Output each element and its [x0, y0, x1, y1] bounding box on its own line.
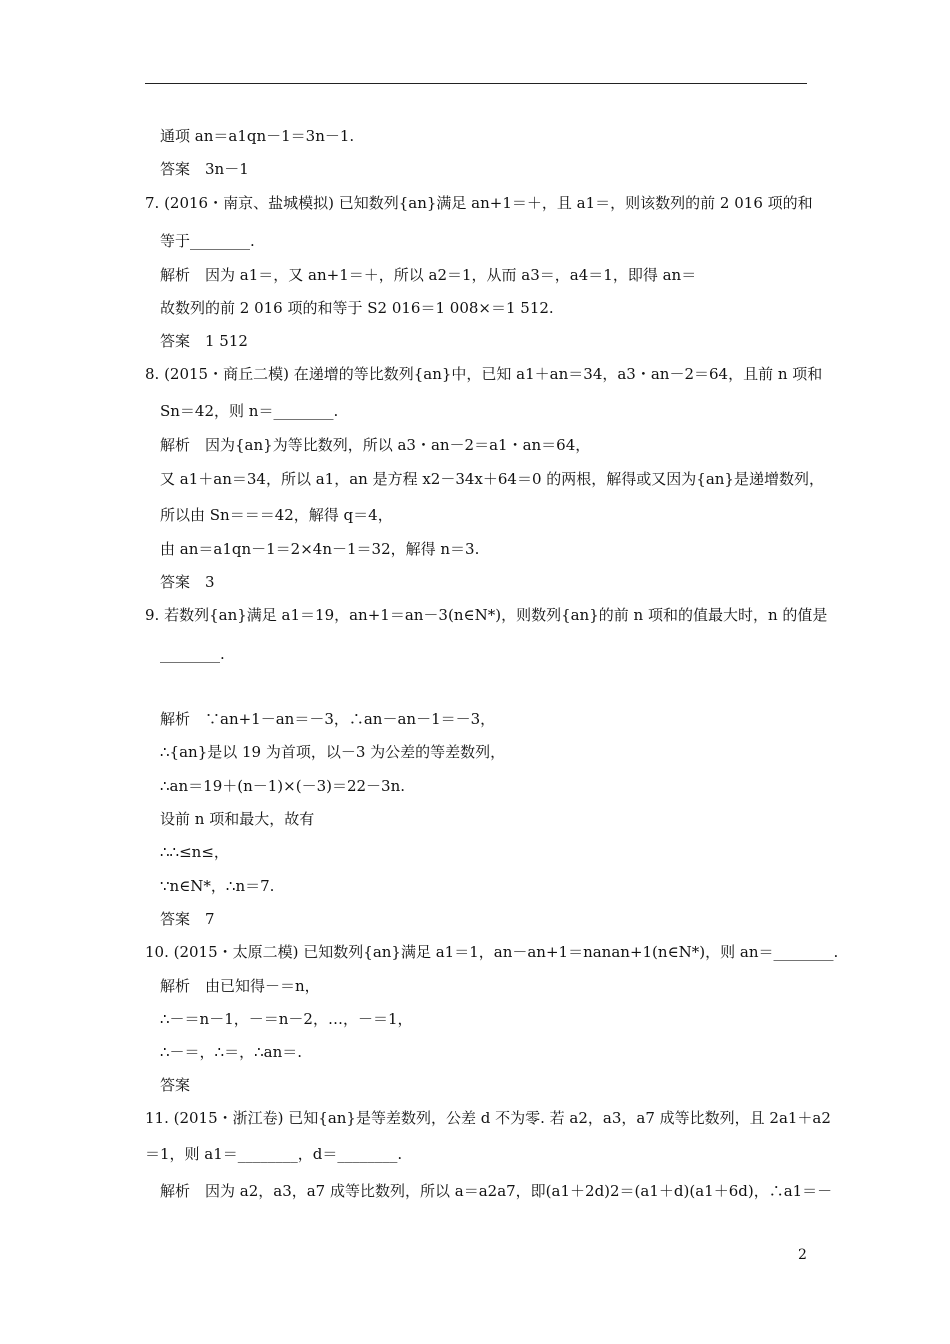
- text-line: 等于________.: [160, 232, 255, 250]
- header-rule: [145, 83, 807, 84]
- text-line: 7. (2016・南京、盐城模拟) 已知数列{an}满足 an+1＝＋，且 a1＝，则该数列的前 2 016 项的和: [145, 194, 813, 212]
- text-line: 答案 1 512: [160, 332, 248, 350]
- text-line: 答案 7: [160, 910, 215, 928]
- text-line: 解析 因为 a2，a3，a7 成等比数列，所以 a＝a2a7，即(a1＋2d)2＝(a1＋d)(a1＋6d)，∴a1＝－: [160, 1182, 833, 1200]
- text-line: 解析 由已知得－＝n，: [160, 977, 320, 995]
- text-line: 答案: [160, 1076, 191, 1094]
- text-line: ∴∴≤n≤，: [160, 843, 229, 861]
- text-line: ∴an＝19＋(n－1)×(－3)＝22－3n.: [160, 777, 406, 795]
- text-line: 所以由 Sn＝＝＝42，解得 q＝4，: [160, 506, 393, 524]
- text-line: 解析 因为 a1＝，又 an+1＝＋，所以 a2＝1，从而 a3＝，a4＝1，即得 an＝: [160, 266, 697, 284]
- text-line: 10. (2015・太原二模) 已知数列{an}满足 a1＝1，an－an+1＝nanan+1(n∈N*)，则 an＝________.: [145, 943, 839, 961]
- text-line: 由 an＝a1qn－1＝2×4n－1＝32，解得 n＝3.: [160, 540, 480, 558]
- text-line: 答案 3n－1: [160, 160, 249, 178]
- text-line: ∴－＝，∴＝，∴an＝.: [160, 1043, 303, 1061]
- text-line: Sn＝42，则 n＝________.: [160, 402, 339, 420]
- page-number: 2: [798, 1247, 807, 1263]
- text-line: 解析 因为{an}为等比数列，所以 a3・an－2＝a1・an＝64，: [160, 436, 591, 454]
- text-line: 通项 an＝a1qn－1＝3n－1.: [160, 127, 355, 145]
- text-line: ∴{an}是以 19 为首项，以－3 为公差的等差数列，: [160, 743, 506, 761]
- text-line: 又 a1＋an＝34，所以 a1，an 是方程 x2－34x＋64＝0 的两根，解得或又因为{an}是递增数列，: [160, 470, 824, 488]
- text-line: ∵n∈N*，∴n＝7.: [160, 877, 275, 895]
- text-line: 设前 n 项和最大，故有: [160, 810, 315, 828]
- text-line: ∴－＝n－1，－＝n－2，…，－＝1，: [160, 1010, 413, 1028]
- text-line: 答案 3: [160, 573, 215, 591]
- text-line: 9. 若数列{an}满足 a1＝19，an+1＝an－3(n∈N*)，则数列{an}的前 n 项和的值最大时，n 的值是: [145, 606, 828, 624]
- text-line: 故数列的前 2 016 项的和等于 S2 016＝1 008×＝1 512.: [160, 299, 554, 317]
- text-line: 8. (2015・商丘二模) 在递增的等比数列{an}中，已知 a1＋an＝34，a3・an－2＝64，且前 n 项和: [145, 365, 823, 383]
- text-line: ________.: [160, 645, 225, 663]
- text-line: 解析 ∵an+1－an＝－3，∴an－an－1＝－3，: [160, 710, 496, 728]
- text-line: ＝1，则 a1＝________，d＝________.: [145, 1145, 403, 1163]
- text-line: 11. (2015・浙江卷) 已知{an}是等差数列，公差 d 不为零. 若 a2，a3，a7 成等比数列，且 2a1＋a2: [145, 1109, 831, 1127]
